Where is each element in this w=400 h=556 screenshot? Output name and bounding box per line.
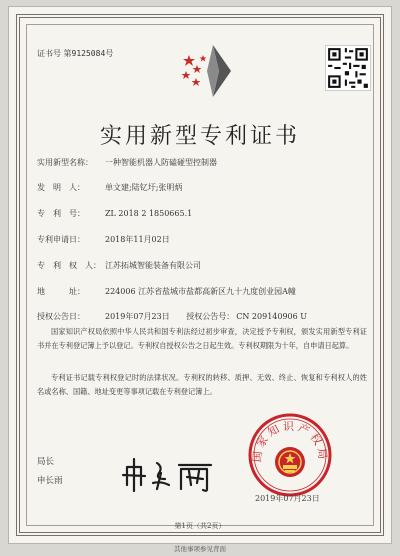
field-patentee bbox=[37, 260, 201, 271]
document-title: 实用新型专利证书 bbox=[99, 124, 300, 149]
field-value: 224006 江苏省盐城市盐都高新区九十九度创业园A幢 bbox=[105, 287, 296, 296]
seal-date: 2019年07月23日 bbox=[255, 494, 320, 503]
page-number: 第1页（共2页） bbox=[174, 522, 226, 530]
patent-office-emblem-icon bbox=[177, 41, 239, 99]
field-grant-date bbox=[37, 311, 307, 322]
national-emblem-icon bbox=[275, 447, 305, 477]
field-label: 专 利 权 人： bbox=[37, 261, 101, 270]
field-label: 地 址： bbox=[37, 287, 85, 296]
field-utility-model-name bbox=[37, 157, 217, 168]
field-value: 江苏拓城智能装备有限公司 bbox=[105, 261, 201, 270]
field-value: CN 209140906 U bbox=[236, 312, 308, 321]
field-address bbox=[37, 286, 296, 297]
field-value: 单文建;陆钇圩;张明炳 bbox=[105, 183, 183, 192]
field-inventor bbox=[37, 182, 182, 193]
field-value: 一种智能机器人防磕碰型控制器 bbox=[105, 158, 217, 167]
director-title: 局长 bbox=[37, 457, 55, 467]
certificate-number-value: 第9125084号 bbox=[63, 49, 114, 58]
field-label: 实用新型名称： bbox=[37, 158, 93, 167]
field-label: 授权公告号： bbox=[186, 312, 235, 321]
field-label: 专利申请日： bbox=[37, 235, 85, 244]
body-paragraph: 国家知识产权局依照中华人民共和国专利法经过初步审查，决定授予专利权，颁发实用新型专利证书并在专利登记簿上予以登记。专利权自授权公告之日起生效。专利权期限为十年，自申请日起算。 bbox=[37, 327, 367, 350]
field-value: 2019年07月23日 bbox=[105, 312, 170, 321]
director-signature bbox=[119, 455, 219, 495]
certificate-number bbox=[37, 48, 113, 59]
official-seal bbox=[247, 412, 333, 498]
seal-text: 国家知识产权局 bbox=[250, 419, 330, 463]
field-label: 发 明 人： bbox=[37, 183, 85, 192]
field-value: 2018年11月02日 bbox=[105, 235, 170, 244]
certificate-number-label: 证书号 bbox=[37, 49, 61, 58]
field-label: 授权公告日： bbox=[37, 312, 85, 321]
director-name: 申长雨 bbox=[37, 476, 63, 486]
qr-code-icon bbox=[325, 45, 371, 91]
field-value: ZL 2018 2 1850665.1 bbox=[105, 209, 193, 218]
certificate-sheet bbox=[8, 6, 392, 544]
footer-note: 其他事项参见背面 bbox=[174, 545, 226, 553]
field-label: 专 利 号： bbox=[37, 209, 85, 218]
field-patent-number bbox=[37, 208, 192, 219]
field-application-date bbox=[37, 234, 170, 245]
body-paragraph: 专利证书记载专利权登记时的法律状况。专利权的转移、质押、无效、终止、恢复和专利权人的姓名或名称、国籍、地址变更等事项记载在专利登记簿上。 bbox=[37, 373, 367, 396]
